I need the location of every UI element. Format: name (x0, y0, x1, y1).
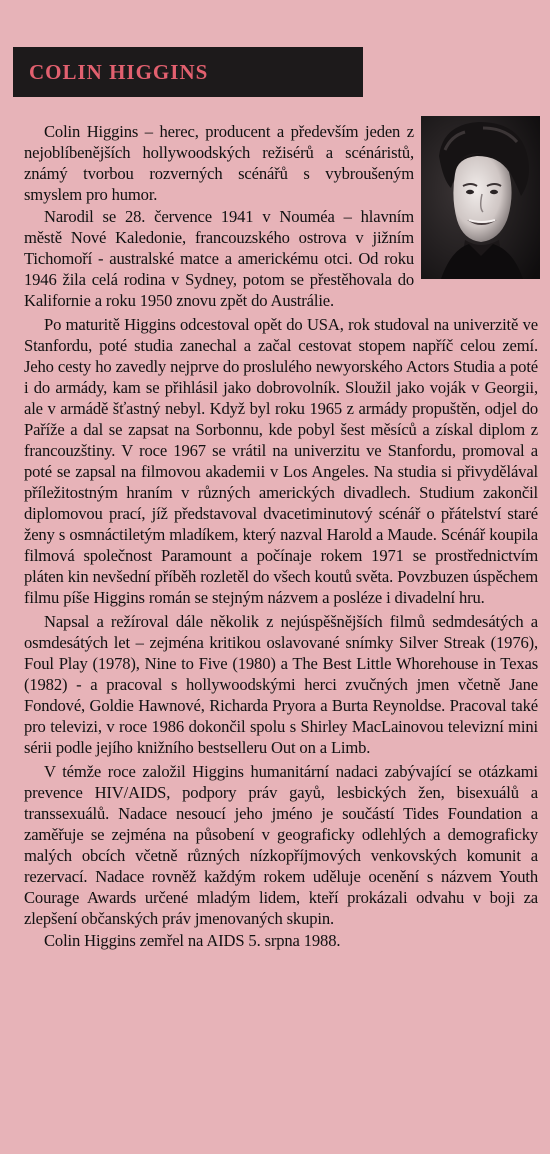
portrait-spacer (414, 121, 538, 289)
paragraph-education: Po maturitě Higgins odcestoval opět do USA, rok studoval na univerzitě ve Stanfordu, poté studia zanechal a začal cestovat stopem napříč celou zemí. Jeho cesty ho zavedly nejprve do proslulého newyorského Actors Studia a poté i do armády, kam se přihlásil jako dobrovolník. Sloužil jako voják v Georgii, ale v armádě šťastný nebyl. Když byl roku 1965 z armády propuštěn, odjel do Paříže a dal se zapsat na Sorbonnu, kde pobyl šest měsíců a získal diplom z francouzštiny. V roce 1967 se vrátil na univerzitu ve Stanfordu, promoval a poté se zapsal na filmovou akademii v Los Angeles. Na studia si přivydělával příležitostným hraním v různých amerických divadlech. Studium zakončil diplomovou prací, jíž představoval dvacetiminutový scénář o přátelství staré ženy s osmnáctiletým mladíkem, který nazval Harold a Maude. Scénář koupila filmová společnost Paramount a počínaje rokem 1971 se prostřednictvím pláten kin nevšední příběh rozletěl do všech koutů světa. Povzbuzen úspěchem filmu píše Higgins román se stejným názvem a posléze i divadelní hru. (24, 315, 538, 607)
paragraph-intro: Colin Higgins – herec, producent a především jeden z nejoblíbenějších hollywoodských režisérů a scénáristů, známý tvorbou rozverných scénářů s vybroušeným smyslem pro humor. (24, 122, 414, 204)
paragraph-death: Colin Higgins zemřel na AIDS 5. srpna 1988. (44, 931, 341, 950)
paragraph-career: Napsal a režíroval dále několik z nejúspěšnějších filmů sedmdesátých a osmdesátých let – zejména kritikou oslavované snímky Silver Streak (1976), Foul Play (1978), Nine to Five (1980) a The Best Little Whorehouse in Texas (1982) - a pracoval s hollywoodskými herci zvučných jmen včetně Jane Fondové, Goldie Hawnové, Richarda Pryora a Burta Reynoldse. Pracoval také pro televizi, v roce 1986 dokončil spolu s Shirley MacLainovou televizní mini sérii podle jejího knižního bestselleru Out on a Limb. (24, 612, 538, 757)
page-title: COLIN HIGGINS (29, 60, 209, 84)
header-bar (13, 47, 363, 97)
paragraph-foundation: V témže roce založil Higgins humanitární nadaci zabývající se otázkami prevence HIV/AIDS, podpory práv gayů, lesbických žen, bisexuálů a transsexuálů. Nadace nesoucí jeho jméno je součástí Tides Foundation a zaměřuje se zejména na působení v geograficky odlehlých a demograficky malých obcích včetně různých nízkopříjmových venkovských komunit a rezervací. Nadace rovněž každým rokem uděluje ocenění s názvem Youth Courage Awards určené mladým lidem, kteří prokázali odvahu v boji za zlepšení občanských práv jmenovaných skupin. (24, 762, 538, 928)
article-body (24, 121, 538, 952)
paragraph-birth: Narodil se 28. července 1941 v Nouméa – hlavním městě Nové Kaledonie, francouzského ostrova v jižním Tichomoří - australské matce a americkému otci. Od roku 1946 žila celá rodina v Sydney, potom se přestěhovala do Kalifornie a roku 1950 znovu zpět do Austrálie. (24, 207, 414, 310)
